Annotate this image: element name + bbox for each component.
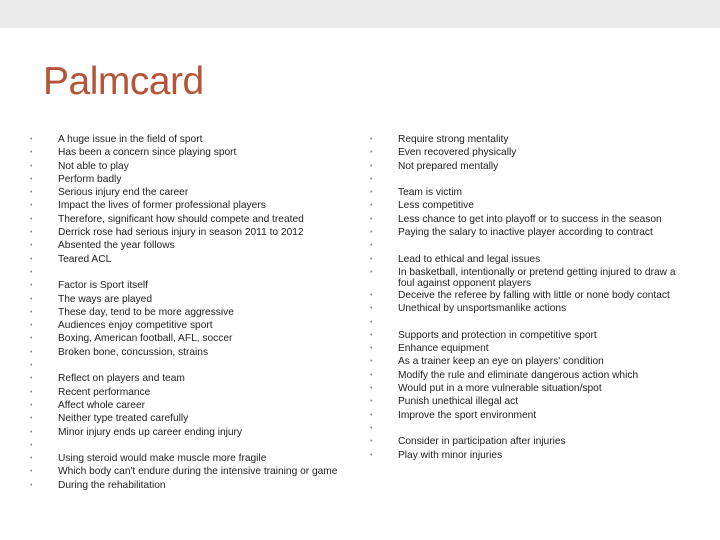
bullet-text: • Enhance equipment [398,343,489,355]
bullet-item [370,213,690,226]
bullet-text: • Play with minor injuries [398,449,503,461]
bullet-item [30,412,340,425]
bullet-item [370,146,690,159]
bullet-item [370,316,690,329]
bullet-item [30,426,340,439]
bullet-item [30,346,340,359]
bullet-item [30,293,340,306]
bullet-text: • Which body can't endure during the intensive training or game [58,466,338,478]
bullet-item [370,133,690,146]
bullet-item [370,409,690,422]
bullet-text: • Less chance to get into playoff or to success in the season [398,213,662,225]
bullet-item [370,329,690,342]
bullet-item [30,279,340,292]
bullet-item [370,199,690,212]
bullet-text [58,439,340,440]
bullet-item [370,253,690,266]
bullet-text: • Consider in participation after injuries [398,436,566,448]
bullet-item [370,266,690,289]
bullet-text: • A huge issue in the field of sport [58,134,203,145]
bullet-item [30,146,340,159]
bullet-item [370,226,690,239]
bullet-item [30,213,340,226]
bullet-text [58,359,340,360]
bullet-item [370,289,690,302]
bullet-text: • Would put in a more vulnerable situation/spot [398,383,602,395]
bullet-text: • Unethical by unsportsmanlike actions [398,303,567,315]
bullet-text: • During the rehabilitation [58,479,166,491]
bullet-text: • Boxing, American football, AFL, soccer [58,333,233,345]
bullet-item [370,160,690,173]
bullet-item [30,332,340,345]
bullet-item [30,226,340,239]
bullet-item [30,266,340,279]
bullet-text: • Reflect on players and team [58,373,185,385]
bullet-text: • Factor is Sport itself [58,280,149,292]
bullet-item [30,173,340,186]
left-bullet-list [30,133,340,492]
bullet-item [370,302,690,315]
bullet-item [30,399,340,412]
bullet-text: • Using steroid would make muscle more fragile [58,453,267,465]
bullet-text: • Perform badly [58,173,122,185]
bullet-item [30,452,340,465]
bullet-text: • Recent performance [58,386,151,398]
bullet-text [398,239,690,240]
bullet-item [370,355,690,368]
bullet-item [30,306,340,319]
bullet-text [398,422,690,423]
bullet-item [30,253,340,266]
bullet-text: • Supports and protection in competitive sport [398,329,597,341]
bullet-item [30,133,340,146]
bullet-item [30,439,340,452]
bullet-item [30,199,340,212]
bullet-text: • Impact the lives of former professional players [58,200,266,212]
bullet-text: • These day, tend to be more aggressive [58,306,234,318]
bullet-text: • Minor injury ends up career ending injury [58,426,243,438]
bullet-text: • Punish unethical illegal act [398,396,519,408]
bullet-item [30,386,340,399]
bullet-text: • Therefore, significant how should compete and treated [58,213,304,225]
bullet-text [398,316,690,317]
bullet-text: • Even recovered physically [398,147,517,159]
bullet-item [30,186,340,199]
bullet-item [370,186,690,199]
bullet-item [30,372,340,385]
right-bullet-list [370,133,690,462]
bullet-text: • Lead to ethical and legal issues [398,253,541,265]
bullet-item [370,395,690,408]
bullet-text: • Not prepared mentally [398,160,499,172]
slide-title: Palmcard [43,60,204,103]
bullet-text: • In basketball, intentionally or pretend getting injured to draw a foul against opponent players [398,266,676,289]
bullet-text: • Serious injury end the career [58,187,189,199]
bullet-text: • Modify the rule and eliminate dangerous action which [398,369,639,381]
bullet-item [370,239,690,252]
bullet-text: • Has been a concern since playing sport [58,147,237,159]
bullet-item [30,465,340,478]
bullet-text: • Absented the year follows [58,240,175,252]
bullet-text [58,266,340,267]
bullet-text: • Deceive the referee by falling with little or none body contact [398,289,670,301]
bullet-text: • Improve the sport environment [398,409,537,421]
bullet-item [30,239,340,252]
bullet-text: • Audiences enjoy competitive sport [58,320,213,332]
bullet-text: • Require strong mentality [398,134,509,145]
bullet-text: • Affect whole career [58,399,146,411]
bullet-item [370,422,690,435]
bullet-text: • Neither type treated carefully [58,413,189,425]
bullet-text: • Not able to play [58,160,129,172]
bullet-item [30,359,340,372]
bullet-text: • As a trainer keep an eye on players' condition [398,356,604,368]
bullet-text: • Team is victim [398,187,462,199]
bullet-item [370,435,690,448]
bullet-item [30,160,340,173]
bullet-item [370,449,690,462]
bullet-text: • Less competitive [398,200,474,212]
top-band [0,0,720,28]
bullet-text [398,173,690,174]
bullet-text: • Derrick rose had serious injury in season 2011 to 2012 [58,227,304,239]
bullet-item [370,369,690,382]
bullet-item [30,479,340,492]
bullet-item [30,319,340,332]
bullet-text: • The ways are played [58,293,153,305]
bullet-item [370,342,690,355]
bullet-text: • Paying the salary to inactive player according to contract [398,227,653,239]
bullet-text: • Teared ACL [58,253,112,265]
bullet-text: • Broken bone, concussion, strains [58,346,209,358]
bullet-item [370,382,690,395]
bullet-item [370,173,690,186]
